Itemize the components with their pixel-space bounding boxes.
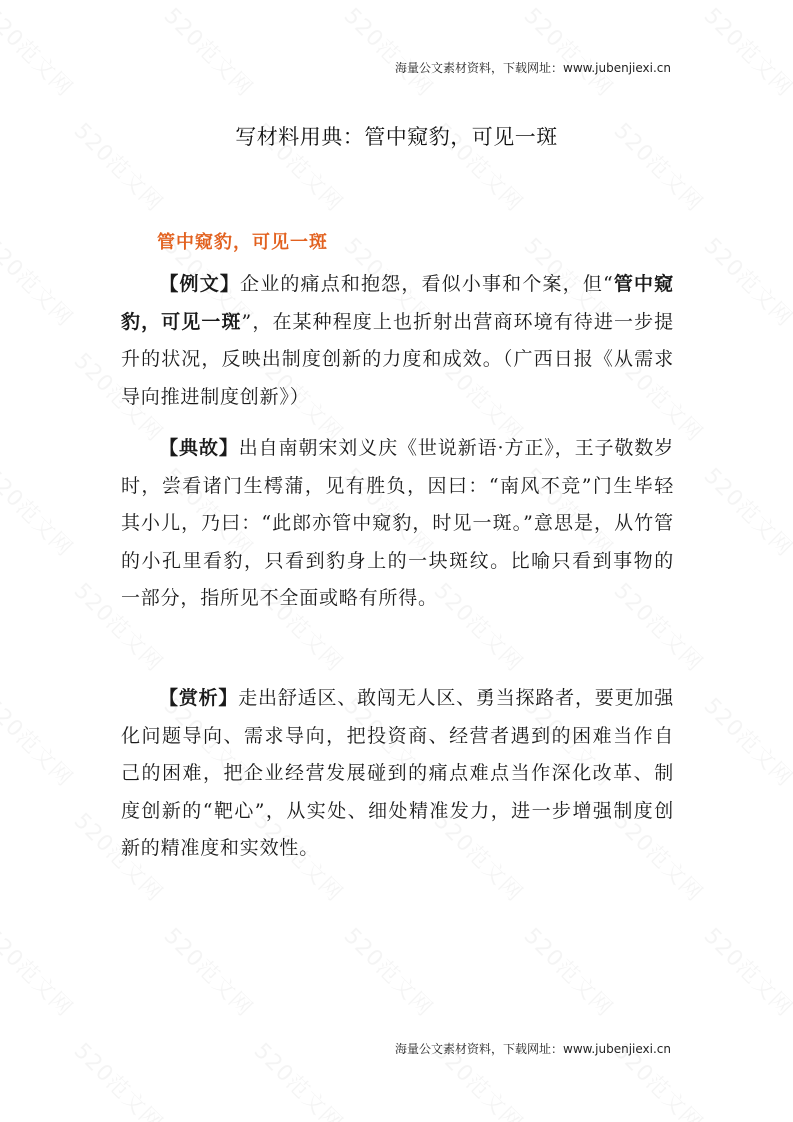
watermark-text — [698, 460, 793, 563]
watermark-text — [788, 345, 793, 448]
paragraph-text: 走出舒适区、敢闯无人区、勇当探路者，要更加强化问题导向、需求导向，把投资商、经营者遇到的困难当作自己的困难，把企业经营发展碰到的痛点难点当作深化改革、制度创新的“靶心”，从实处、细处精准发力，进一步增强制度创新的精准度和实效性。 — [121, 687, 675, 859]
footer-note-url[interactable]: www.jubenjiexi.cn — [563, 1042, 671, 1056]
watermark-text — [0, 460, 81, 563]
header-note-label: 海量公文素材资料，下载网址： — [394, 61, 563, 75]
footer-download-note — [395, 1040, 671, 1057]
watermark-text — [0, 230, 81, 333]
paragraph-tag-appreciation: 【赏析】 — [159, 687, 239, 709]
watermark-text — [698, 920, 793, 1023]
header-note-url[interactable]: www.jubenjiexi.cn — [563, 61, 671, 75]
paragraph-tag-allusion: 【典故】 — [159, 437, 239, 459]
watermark-text — [0, 0, 81, 103]
watermark-text — [698, 690, 793, 793]
watermark-text — [698, 230, 793, 333]
footer-note-label: 海量公文素材资料，下载网址： — [394, 1042, 563, 1056]
watermark-text — [248, 1035, 351, 1122]
paragraph-text: 出自南朝宋刘义庆《世说新语·方正》，王子敬数岁时，尝看诸门生樗蒲，见有胜负，因曰：“南风不竞”门生毕轻其小儿，乃曰：“此郎亦管中窥豹，时见一斑。”意思是，从竹管的小孔里看豹，只看到豹身上的一块斑纹。比喻只看到事物的一部分，指所见不全面或略有所得。 — [121, 437, 674, 609]
watermark-text — [338, 920, 441, 1023]
watermark-text — [158, 920, 261, 1023]
watermark-text — [698, 0, 793, 103]
watermark-text — [518, 0, 621, 103]
paragraph-text: 企业的痛点和抱怨，看似小事和个案，但“ — [240, 273, 614, 295]
watermark-text — [788, 575, 793, 678]
watermark-text — [0, 690, 81, 793]
paragraph-appreciation — [121, 680, 674, 868]
watermark-text — [158, 0, 261, 103]
paragraph-example — [121, 266, 674, 416]
watermark-text — [68, 1035, 171, 1122]
watermark-text — [0, 920, 81, 1023]
paragraph-text: ”，在某种程度上也折射出营商环境有待进一步提升的状况，反映出制度创新的力度和成效。（广西日报《从需求导向推进制度创新》） — [121, 310, 674, 408]
paragraph-allusion — [121, 430, 674, 618]
header-download-note — [395, 59, 671, 76]
document-title: 写材料用典：管中窥豹，可见一斑 — [235, 125, 558, 149]
section-heading: 管中窥豹，可见一斑 — [157, 232, 328, 253]
watermark-text — [788, 805, 793, 908]
paragraph-bold-quote: 管中窥豹，可见一斑 — [121, 273, 675, 333]
watermark-text — [788, 1035, 793, 1122]
watermark-text — [338, 0, 441, 103]
paragraph-tag-example: 【例文】 — [159, 273, 241, 295]
watermark-text — [518, 920, 621, 1023]
